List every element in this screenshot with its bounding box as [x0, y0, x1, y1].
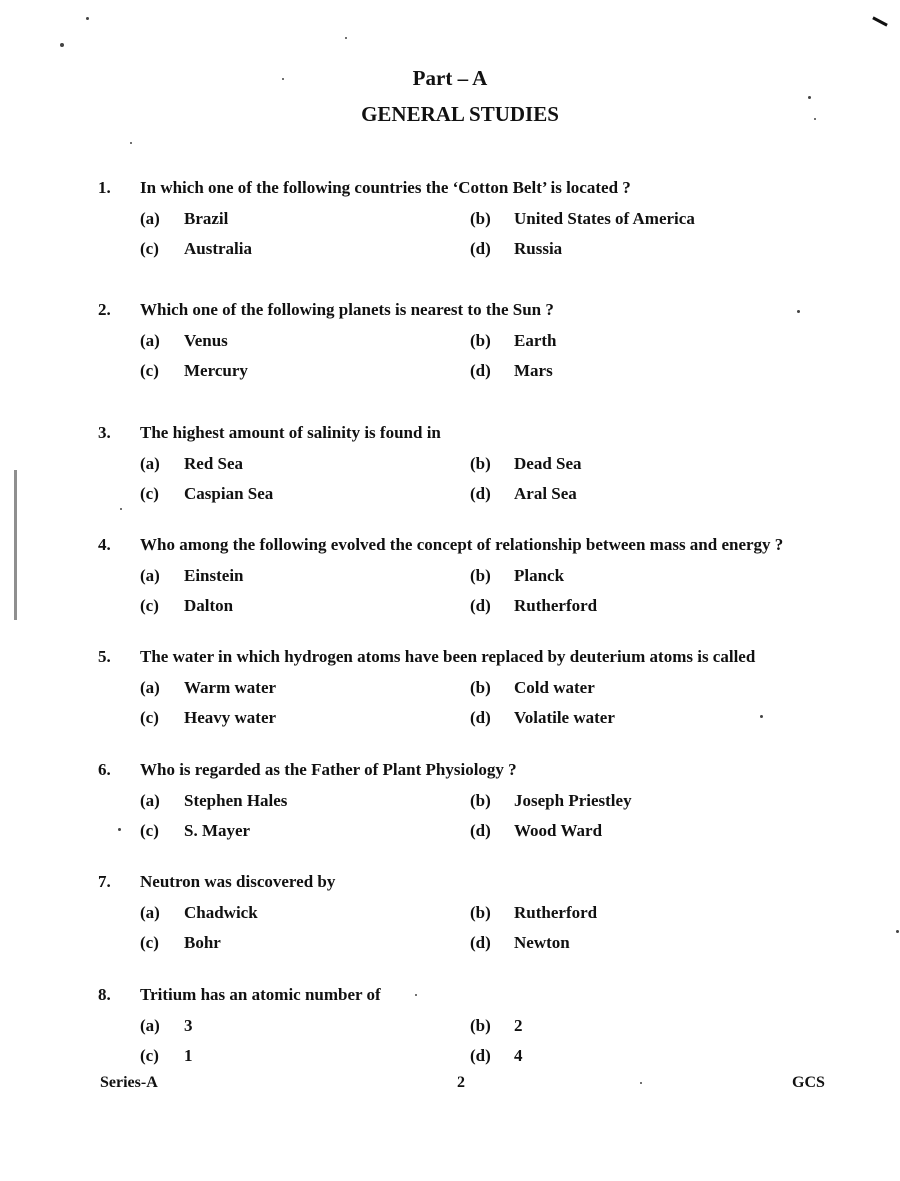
- option-text: Stephen Hales: [184, 791, 288, 810]
- option-text: United States of America: [514, 209, 695, 228]
- option-label: (a): [140, 678, 160, 697]
- option-label: (a): [140, 209, 160, 228]
- option-label: (b): [470, 791, 491, 810]
- footer-page-number: 2: [457, 1074, 465, 1091]
- option-text: Mercury: [184, 361, 248, 380]
- option-text: Planck: [514, 566, 565, 585]
- option-text: Joseph Priestley: [514, 791, 632, 810]
- question-text: In which one of the following countries the ‘Cotton Belt’ is located ?: [140, 178, 631, 197]
- option-label: (a): [140, 903, 160, 922]
- question-number: 7.: [98, 872, 111, 891]
- option-label: (d): [470, 708, 491, 727]
- option-text: 4: [514, 1046, 523, 1065]
- question-text: The water in which hydrogen atoms have been replaced by deuterium atoms is called: [140, 647, 756, 666]
- question-number: 3.: [98, 423, 111, 442]
- option-text: Venus: [184, 331, 228, 350]
- option-text: Bohr: [184, 933, 221, 952]
- question-number: 5.: [98, 647, 111, 666]
- option-label: (b): [470, 331, 491, 350]
- option-label: (d): [470, 361, 491, 380]
- option-text: Cold water: [514, 678, 595, 697]
- option-text: Heavy water: [184, 708, 277, 727]
- option-text: Red Sea: [184, 454, 244, 473]
- corner-scan-mark: [872, 16, 888, 26]
- option-label: (b): [470, 903, 491, 922]
- option-label: (a): [140, 454, 160, 473]
- option-text: Dead Sea: [514, 454, 582, 473]
- option-text: Volatile water: [514, 708, 615, 727]
- question-number: 6.: [98, 760, 111, 779]
- option-label: (d): [470, 1046, 491, 1065]
- option-text: Russia: [514, 239, 563, 258]
- question-text: Who among the following evolved the concept of relationship between mass and energy ?: [140, 535, 784, 554]
- option-text: 2: [514, 1016, 523, 1035]
- question-number: 8.: [98, 985, 111, 1004]
- option-label: (a): [140, 791, 160, 810]
- margin-scan-mark: [14, 470, 17, 620]
- option-label: (b): [470, 209, 491, 228]
- option-text: S. Mayer: [184, 821, 251, 840]
- option-text: Australia: [184, 239, 252, 258]
- footer-series: Series-A: [100, 1074, 158, 1091]
- section-heading: GENERAL STUDIES: [361, 102, 559, 126]
- question-number: 1.: [98, 178, 111, 197]
- option-text: Chadwick: [184, 903, 258, 922]
- option-label: (d): [470, 484, 491, 503]
- option-label: (a): [140, 1016, 160, 1035]
- option-text: Newton: [514, 933, 570, 952]
- option-label: (b): [470, 566, 491, 585]
- option-label: (c): [140, 239, 159, 258]
- option-text: 3: [184, 1016, 193, 1035]
- question-number: 2.: [98, 300, 111, 319]
- option-text: Dalton: [184, 596, 234, 615]
- option-label: (d): [470, 933, 491, 952]
- part-heading: Part – A: [412, 66, 488, 90]
- option-text: Warm water: [184, 678, 277, 697]
- option-label: (d): [470, 821, 491, 840]
- option-label: (b): [470, 1016, 491, 1035]
- option-text: Caspian Sea: [184, 484, 274, 503]
- option-text: Rutherford: [514, 596, 598, 615]
- option-label: (a): [140, 566, 160, 585]
- option-label: (b): [470, 678, 491, 697]
- option-label: (b): [470, 454, 491, 473]
- question-text: Which one of the following planets is nearest to the Sun ?: [140, 300, 554, 319]
- question-text: Who is regarded as the Father of Plant Physiology ?: [140, 760, 517, 779]
- option-text: Einstein: [184, 566, 244, 585]
- option-label: (a): [140, 331, 160, 350]
- option-label: (c): [140, 821, 159, 840]
- option-label: (c): [140, 933, 159, 952]
- question-text: Neutron was discovered by: [140, 872, 336, 891]
- option-text: Aral Sea: [514, 484, 577, 503]
- option-text: 1: [184, 1046, 193, 1065]
- option-text: Earth: [514, 331, 557, 350]
- option-label: (c): [140, 484, 159, 503]
- option-label: (c): [140, 708, 159, 727]
- option-label: (d): [470, 596, 491, 615]
- option-text: Mars: [514, 361, 553, 380]
- question-text: The highest amount of salinity is found in: [140, 423, 441, 442]
- question-text: Tritium has an atomic number of: [140, 985, 381, 1004]
- option-label: (c): [140, 361, 159, 380]
- option-text: Rutherford: [514, 903, 598, 922]
- option-label: (c): [140, 596, 159, 615]
- option-text: Brazil: [184, 209, 229, 228]
- option-label: (d): [470, 239, 491, 258]
- question-number: 4.: [98, 535, 111, 554]
- option-label: (c): [140, 1046, 159, 1065]
- footer-code: GCS: [792, 1074, 825, 1091]
- option-text: Wood Ward: [514, 821, 603, 840]
